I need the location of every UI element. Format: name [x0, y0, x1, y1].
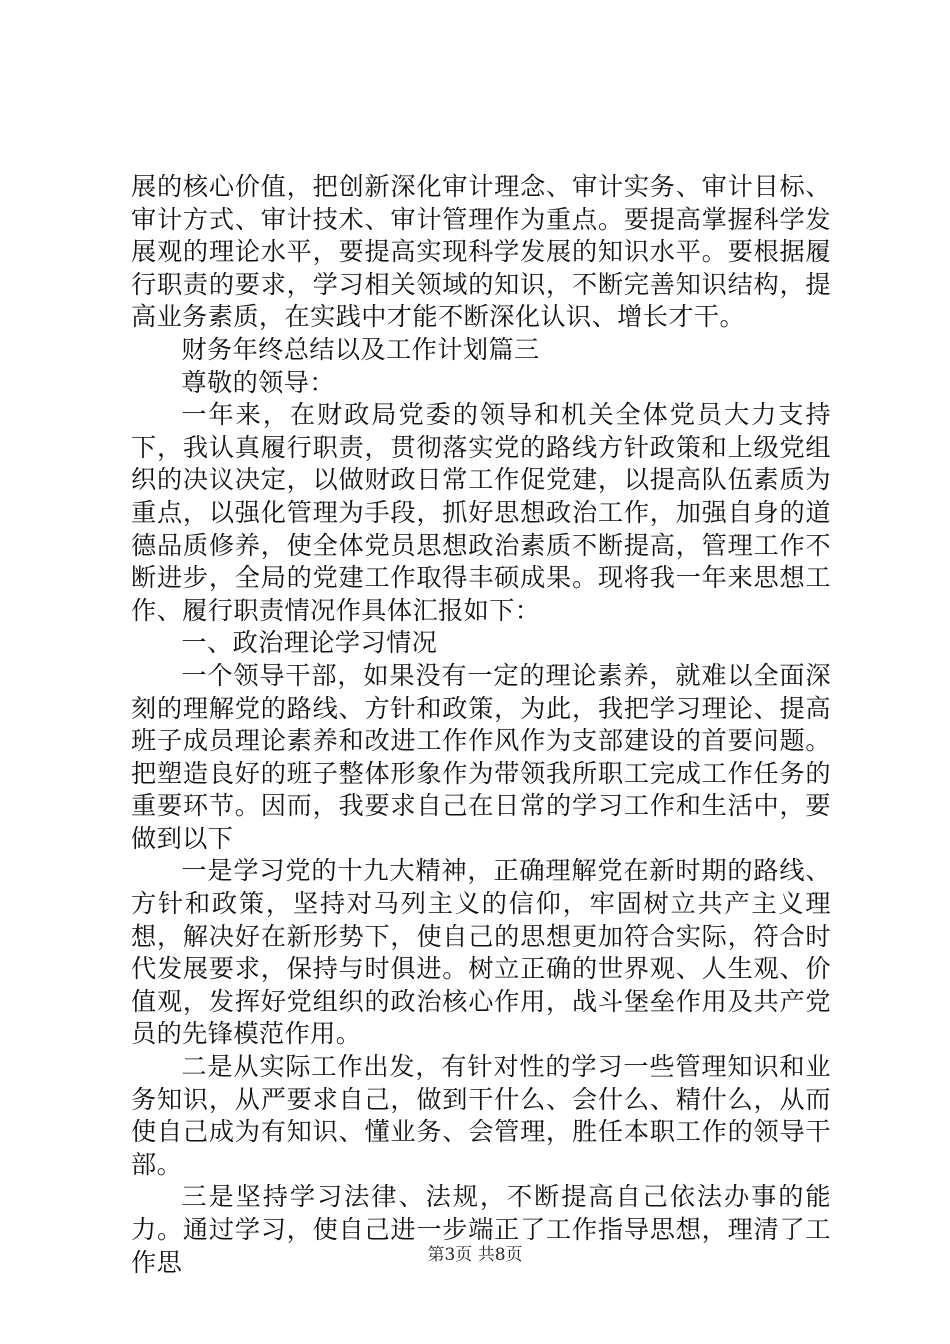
paragraph-point-one: 一是学习党的十九大精神，正确理解党在新时期的路线、方针和政策，坚持对马列主义的信仰，牢固树立共产主义理想，解决好在新形势下，使自己的思想更加符合实际，符合时代发展要求，保持与时俱进。树立正确的世界观、人生观、价值观，发挥好党组织的政治核心作用，战斗堡垒作用及共产党员的先锋模范作用。 — [131, 856, 831, 1049]
salutation: 尊敬的领导： — [181, 367, 335, 397]
paragraph-point-two: 二是从实际工作出发，有针对性的学习一些管理知识和业务知识，从严要求自己，做到干什么、会什么、精什么，从而使自己成为有知识、懂业务、会管理，胜任本职工作的领导干部。 — [131, 1052, 831, 1179]
paragraph-intro: 一年来，在财政局党委的领导和机关全体党员大力支持下，我认真履行职责，贯彻落实党的路线方针政策和上级党组织的决议决定，以做财政日常工作促党建，以提高队伍素质为重点，以强化管理为手段，抓好思想政治工作，加强自身的道德品质修养，使全体党员思想政治素质不断提高，管理工作不断进步，全局的党建工作取得丰硕成果。现将我一年来思想工作、履行职责情况作具体汇报如下： — [131, 400, 831, 625]
paragraph-1: 展的核心价值，把创新深化审计理念、审计实务、审计目标、审计方式、审计技术、审计管理作为重点。要提高掌握科学发展观的理论水平，要提高实现科学发展的知识水平。要根据履行职责的要求，学习相关领域的知识，不断完善知识结构，提高业务素质，在实践中才能不断深化认识、增长才干。 — [131, 172, 831, 332]
paragraph-point-three: 三是坚持学习法律、法规，不断提高自己依法办事的能力。通过学习，使自己进一步端正了工作指导思想，理清了工作思 — [131, 1182, 831, 1277]
section-title: 财务年终总结以及工作计划篇三 — [181, 334, 540, 364]
page-number-footer: 第3页 共8页 — [427, 1245, 523, 1265]
section-heading: 一、政治理论学习情况 — [181, 628, 438, 658]
document-body — [131, 171, 831, 1279]
paragraph-theory: 一个领导干部，如果没有一定的理论素养，就难以全面深刻的理解党的路线、方针和政策，为此，我把学习理论、提高班子成员理论素养和改进工作作风作为支部建设的首要问题。把塑造良好的班子整体形象作为带领我所职工完成工作任务的重要环节。因而，我要求自己在日常的学习工作和生活中，要做到以下 — [131, 660, 831, 853]
